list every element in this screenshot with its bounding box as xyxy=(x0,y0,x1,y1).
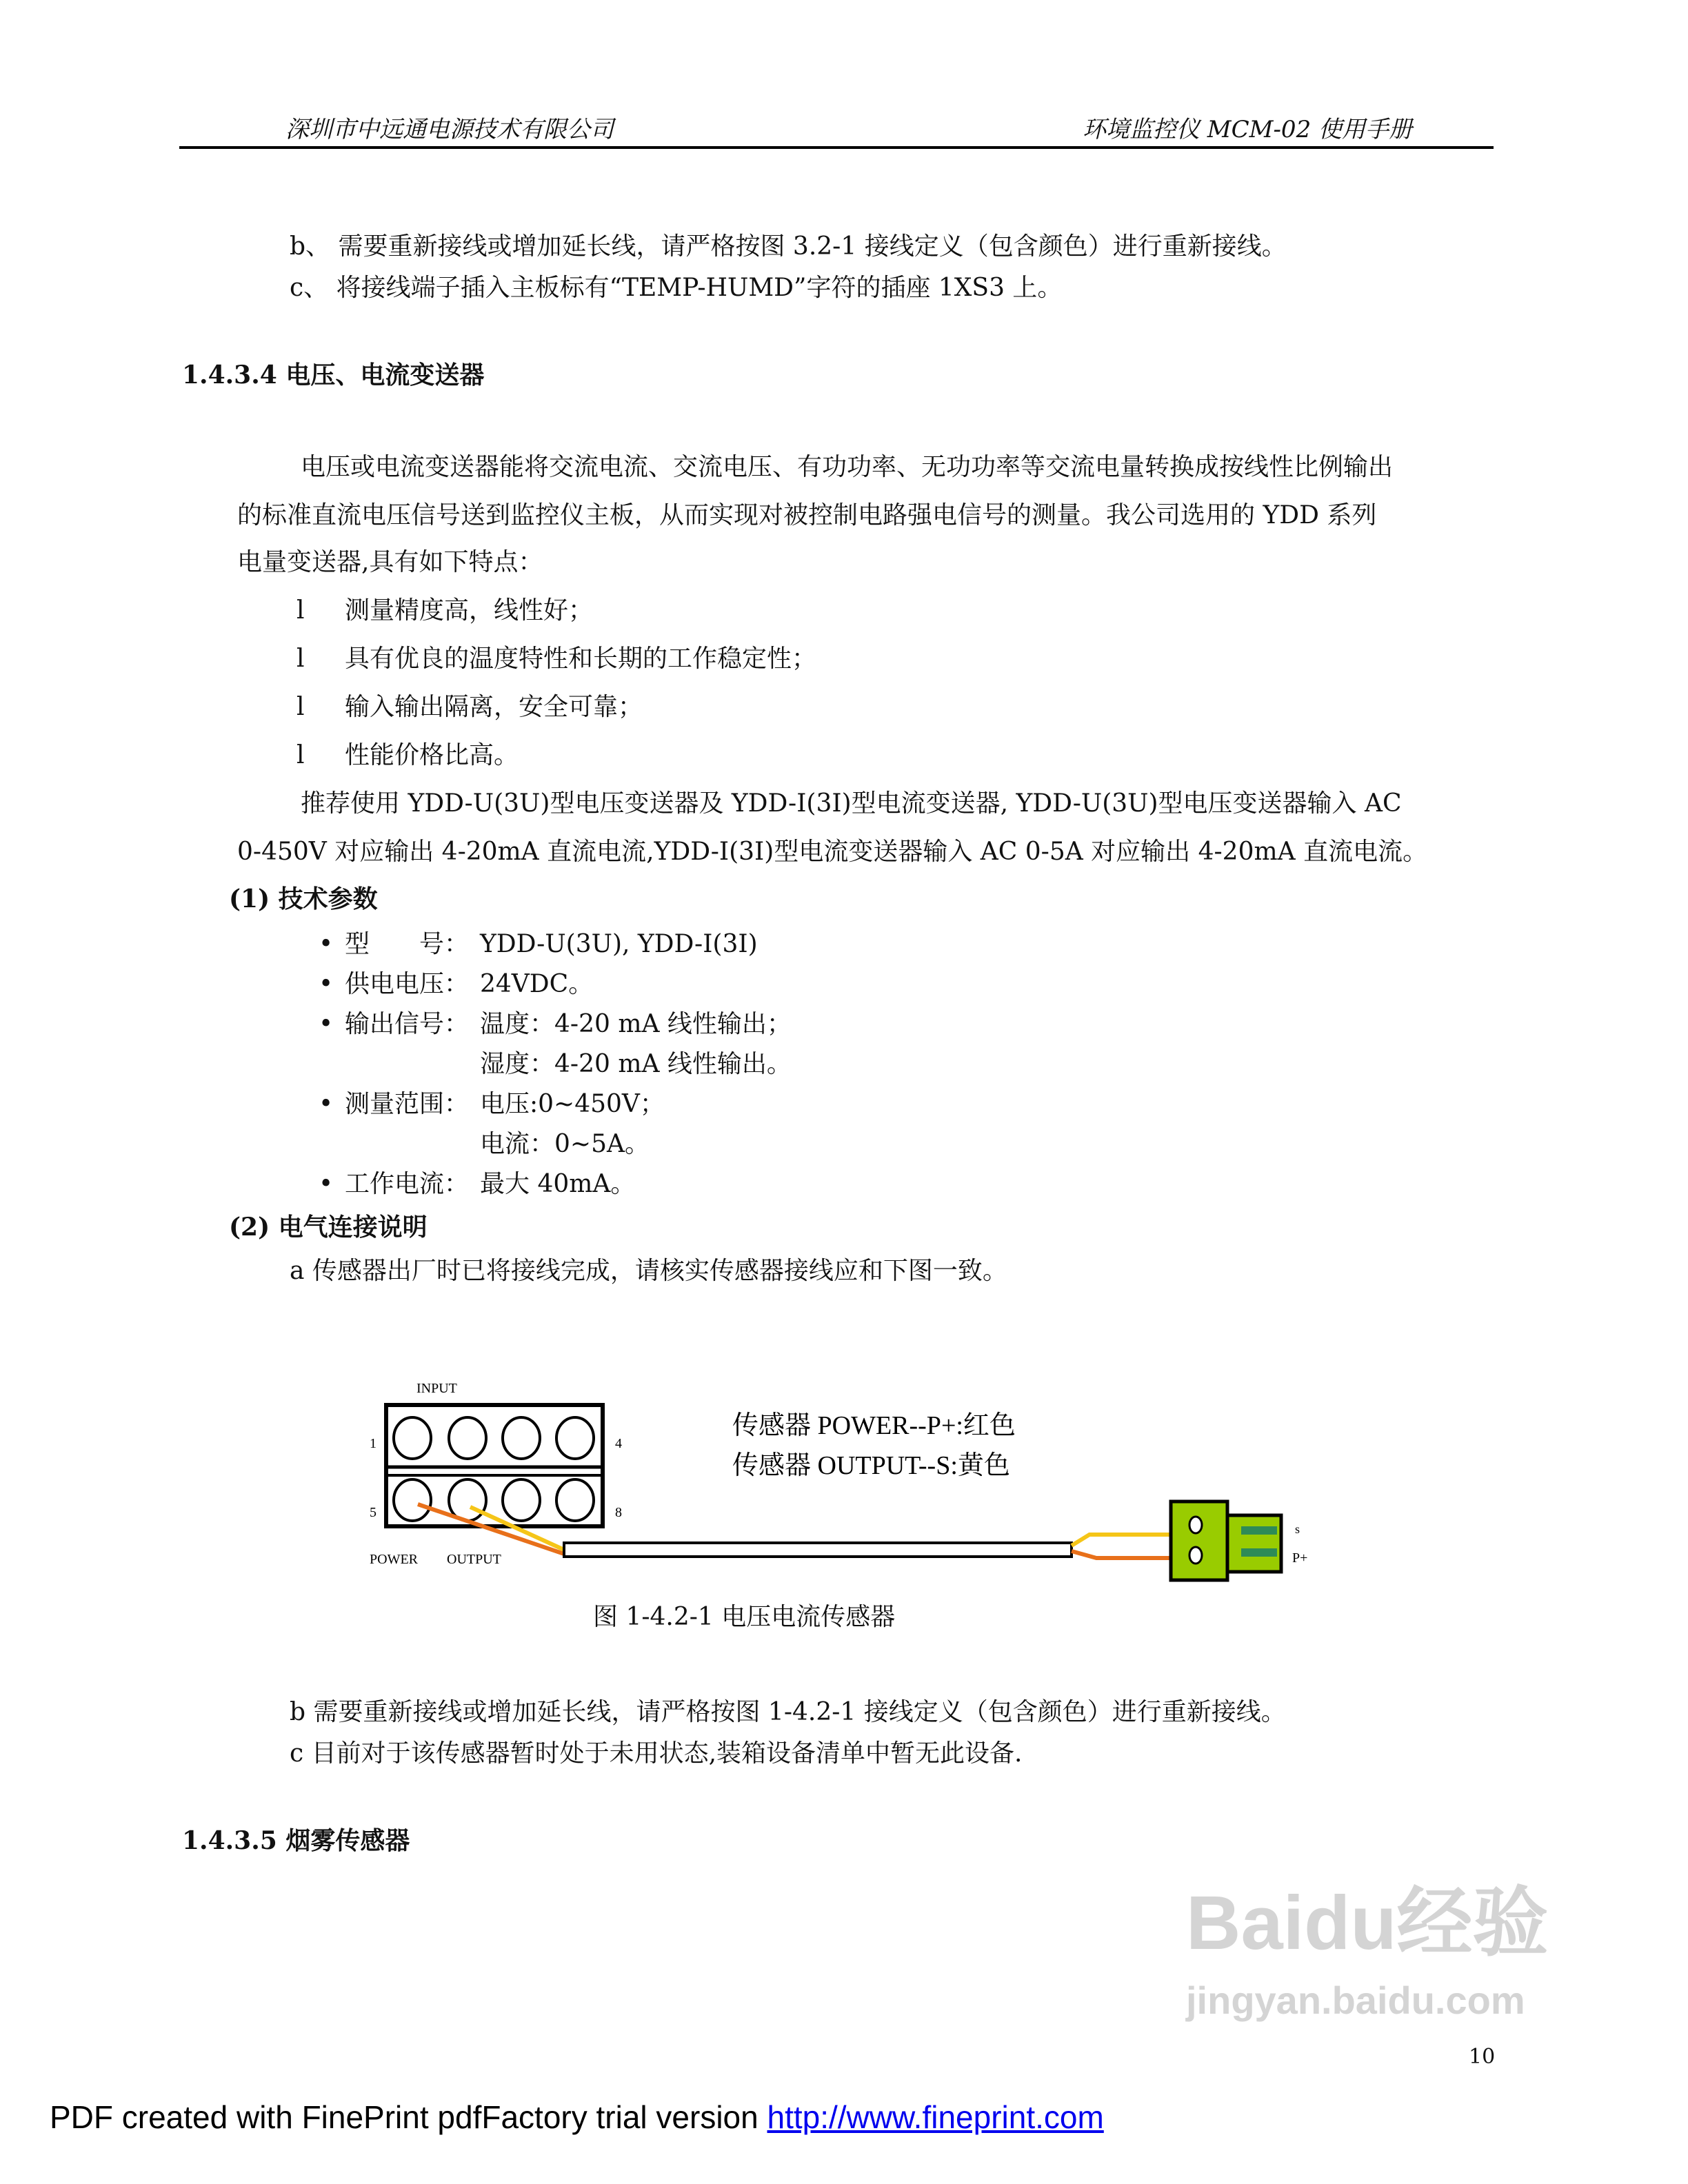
param-value: 湿度：4-20 mA 线性输出。 xyxy=(480,1050,792,1078)
pin-5-label: 5 xyxy=(370,1505,376,1520)
watermark-brand: Baidu经验 xyxy=(1186,1881,1549,1965)
param-value: 最大 40mA。 xyxy=(480,1170,636,1198)
params-heading: (1) 技术参数 xyxy=(229,884,378,913)
param-label: 输出信号： xyxy=(345,1010,470,1038)
legend-power: 传感器 POWER--P+:红色 xyxy=(732,1411,1016,1440)
pdf-footer xyxy=(50,2099,1104,2136)
wiring-heading: (2) 电气连接说明 xyxy=(229,1213,428,1242)
feature-item: 输入输出隔离，安全可靠； xyxy=(345,693,643,721)
param-value: 24VDC。 xyxy=(480,970,594,998)
pin-1-label: 1 xyxy=(370,1436,376,1451)
pin-8-label: 8 xyxy=(615,1505,622,1520)
fineprint-link[interactable]: http://www.fineprint.com xyxy=(767,2099,1104,2135)
power-label: POWER xyxy=(370,1552,418,1567)
feature-item: 具有优良的温度特性和长期的工作稳定性； xyxy=(345,645,817,673)
bullet-dot: • xyxy=(319,1090,334,1118)
header-company: 深圳市中远通电源技术有限公司 xyxy=(285,116,614,143)
watermark-url: jingyan.baidu.com xyxy=(1186,1979,1525,2022)
section-heading-1434: 1.4.3.4 电压、电流变送器 xyxy=(182,361,485,390)
s-label: s xyxy=(1295,1522,1300,1536)
recommend-line-1: 推荐使用 YDD-U(3U)型电压变送器及 YDD-I(3I)型电流变送器, YDD-U(3U)型电压变送器输入 AC xyxy=(301,789,1402,818)
input-label: INPUT xyxy=(416,1381,457,1396)
pin-4-label: 4 xyxy=(615,1436,622,1451)
param-value: 电流：0~5A。 xyxy=(480,1130,650,1158)
bullet-dot: • xyxy=(319,930,334,958)
param-label: 供电电压： xyxy=(345,970,470,998)
param-label: 型 号： xyxy=(345,930,470,958)
bullet-marker: l xyxy=(297,596,305,625)
output-label: OUTPUT xyxy=(447,1552,501,1567)
connector-plug xyxy=(1171,1502,1227,1580)
wiring-note-c: c 目前对于该传感器暂时处于未用状态,装箱设备清单中暂无此设备. xyxy=(290,1739,1023,1768)
intro-line-3: 电量变送器,具有如下特点： xyxy=(237,548,543,576)
intro-line-1: 电压或电流变送器能将交流电流、交流电压、有功功率、无功功率等交流电量转换成按线性比例输出 xyxy=(301,453,1394,481)
figure-caption: 图 1-4.2-1 电压电流传感器 xyxy=(593,1603,896,1631)
p-label: P+ xyxy=(1292,1550,1308,1566)
section-heading-1435: 1.4.3.5 烟雾传感器 xyxy=(182,1826,410,1855)
page-number: 10 xyxy=(1469,2045,1496,2069)
feature-item: 性能价格比高。 xyxy=(345,741,519,769)
param-label: 工作电流： xyxy=(345,1170,470,1198)
bullet-dot: • xyxy=(319,1170,334,1198)
param-value: YDD-U(3U), YDD-I(3I) xyxy=(480,930,758,958)
bullet-marker: l xyxy=(297,741,305,769)
feature-item: 测量精度高，线性好； xyxy=(345,596,594,625)
param-value: 温度：4-20 mA 线性输出； xyxy=(480,1010,792,1038)
bullet-dot: • xyxy=(319,1010,334,1038)
param-label: 测量范围： xyxy=(345,1090,470,1118)
bullet-marker: l xyxy=(297,693,305,721)
bullet-dot: • xyxy=(319,970,334,998)
prev-step-c: c、 将接线端子插入主板标有“TEMP-HUMD”字符的插座 1XS3 上。 xyxy=(290,274,1063,302)
power-wire xyxy=(418,1504,564,1554)
cable xyxy=(564,1543,1072,1557)
bullet-marker: l xyxy=(297,645,305,673)
header-manual-title: 环境监控仪 MCM-02 使用手册 xyxy=(1083,116,1413,143)
wiring-note-b: b 需要重新接线或增加延长线，请严格按图 1-4.2-1 接线定义（包含颜色）进行重新接线。 xyxy=(290,1698,1286,1726)
param-value: 电压:0~450V； xyxy=(480,1090,665,1118)
footer-text: PDF created with FinePrint pdfFactory trial version xyxy=(50,2099,767,2135)
recommend-line-2: 0-450V 对应输出 4-20mA 直流电流,YDD-I(3I)型电流变送器输入 AC 0-5A 对应输出 4-20mA 直流电流。 xyxy=(237,838,1428,866)
intro-line-2: 的标准直流电压信号送到监控仪主板，从而实现对被控制电路强电信号的测量。我公司选用的 YDD 系列 xyxy=(237,501,1377,529)
wiring-note-a: a 传感器出厂时已将接线完成，请核实传感器接线应和下图一致。 xyxy=(290,1257,1007,1285)
prev-step-b: b、 需要重新接线或增加延长线，请严格按图 3.2-1 接线定义（包含颜色）进行重新接线。 xyxy=(290,232,1287,261)
legend-output: 传感器 OUTPUT--S:黄色 xyxy=(732,1451,1010,1480)
baidu-watermark xyxy=(1186,1882,1600,2034)
